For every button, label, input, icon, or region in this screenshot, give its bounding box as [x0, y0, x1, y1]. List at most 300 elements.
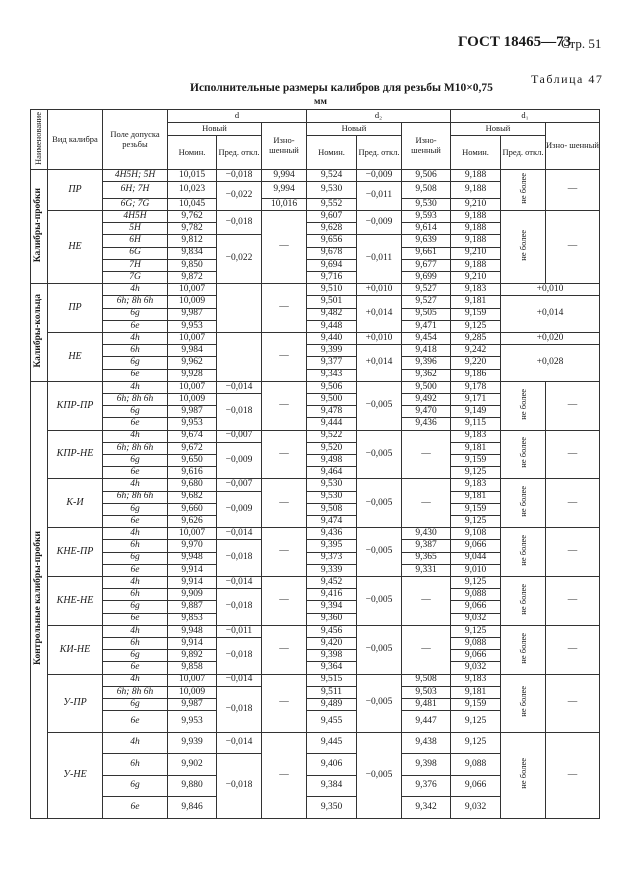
d-deviation: −0,018 — [217, 754, 262, 819]
d1-nominal: 9,183 — [451, 479, 501, 491]
d-deviation: −0,014 — [217, 381, 262, 393]
d1-nominal: 9,183 — [451, 430, 501, 442]
tolerance-field: 6e — [103, 369, 168, 381]
d1-deviation: — — [546, 170, 600, 211]
d2-worn: 9,699 — [402, 271, 451, 283]
d2-nominal: 9,607 — [307, 210, 357, 222]
group-control: Контрольные калибры-пробки — [31, 381, 48, 818]
table-row — [31, 345, 600, 357]
d2-worn: 9,447 — [402, 711, 451, 733]
d1-nominal: 9,210 — [451, 198, 501, 210]
d1-note: не более — [501, 430, 546, 479]
d2-worn: 9,677 — [402, 259, 451, 271]
d1-nominal: 9,188 — [451, 170, 501, 182]
d2-nominal: 9,394 — [307, 601, 357, 613]
d-nominal: 9,626 — [168, 515, 217, 527]
d2-worn: 9,387 — [402, 540, 451, 552]
d2-nominal: 9,377 — [307, 357, 357, 369]
d-nominal: 10,045 — [168, 198, 217, 210]
d-worn: — — [262, 674, 307, 732]
tolerance-field: 7H — [103, 259, 168, 271]
d2-nominal: 9,373 — [307, 552, 357, 564]
d-nominal: 9,953 — [168, 418, 217, 430]
d-deviation: −0,018 — [217, 393, 262, 430]
d2-nominal: 9,520 — [307, 442, 357, 454]
d2-nominal: 9,399 — [307, 345, 357, 357]
d1-nominal: 9,108 — [451, 528, 501, 540]
d1-note: не более — [501, 577, 546, 626]
header-d2-dev: Пред. откл. — [357, 136, 402, 170]
d2-nominal: 9,510 — [307, 284, 357, 296]
header-d1: d₁ — [451, 110, 600, 123]
header-d1-worn: Изно- шенный — [546, 123, 600, 170]
tolerance-field: 7G — [103, 271, 168, 283]
d2-worn: 9,530 — [402, 198, 451, 210]
d1-deviation: — — [546, 479, 600, 528]
d2-worn: 9,506 — [402, 170, 451, 182]
d2-nominal: 9,522 — [307, 430, 357, 442]
d2-worn: 9,438 — [402, 732, 451, 754]
d1-nominal: 9,125 — [451, 711, 501, 733]
tolerance-field: 6g — [103, 503, 168, 515]
tolerance-field: 6g — [103, 552, 168, 564]
tolerance-field: 6g — [103, 650, 168, 662]
tolerance-field: 6e — [103, 418, 168, 430]
d1-nominal: 9,210 — [451, 247, 501, 259]
d1-deviation: — — [546, 577, 600, 626]
gauge-kind: ПР — [48, 170, 103, 211]
table-row — [31, 332, 600, 344]
d2-nominal: 9,364 — [307, 662, 357, 674]
d-nominal: 9,812 — [168, 235, 217, 247]
d2-nominal: 9,501 — [307, 296, 357, 308]
d1-nominal: 9,032 — [451, 613, 501, 625]
d1-note: не более — [501, 479, 546, 528]
d2-worn: 9,503 — [402, 686, 451, 698]
d-worn: — — [262, 479, 307, 528]
table-row — [31, 430, 600, 442]
d1-nominal: 9,188 — [451, 223, 501, 235]
d1-note: не более — [501, 528, 546, 577]
tolerance-field: 6h — [103, 540, 168, 552]
tolerance-field: 6e — [103, 515, 168, 527]
d1-nominal: 9,188 — [451, 259, 501, 271]
d-nominal: 9,782 — [168, 223, 217, 235]
tolerance-field: 6g — [103, 775, 168, 797]
d-worn: — — [262, 732, 307, 818]
d2-deviation: +0,014 — [357, 345, 402, 382]
d2-worn: 9,527 — [402, 284, 451, 296]
header-d2-new: Новый — [307, 123, 402, 136]
d2-deviation: −0,005 — [357, 381, 402, 430]
d2-worn: — — [402, 430, 451, 479]
d1-nominal: 9,183 — [451, 674, 501, 686]
d1-nominal: 9,285 — [451, 332, 501, 344]
d-nominal: 9,953 — [168, 711, 217, 733]
d-nominal: 9,902 — [168, 754, 217, 776]
d2-deviation: −0,005 — [357, 577, 402, 626]
d1-nominal: 9,115 — [451, 418, 501, 430]
d2-nominal: 9,464 — [307, 467, 357, 479]
d2-nominal: 9,474 — [307, 515, 357, 527]
d1-nominal: 9,032 — [451, 797, 501, 819]
tolerance-field: 6h; 8h 6h — [103, 491, 168, 503]
d1-nominal: 9,125 — [451, 320, 501, 332]
d2-deviation: −0,011 — [357, 235, 402, 284]
d-nominal: 10,009 — [168, 296, 217, 308]
d2-nominal: 9,478 — [307, 406, 357, 418]
page-number: Стр. 51 — [561, 36, 602, 51]
d1-deviation: — — [546, 381, 600, 430]
d2-deviation: +0,014 — [357, 296, 402, 333]
d2-worn: 9,398 — [402, 754, 451, 776]
tolerance-field: 6H — [103, 235, 168, 247]
header-d2: d₂ — [307, 110, 451, 123]
d-nominal: 9,660 — [168, 503, 217, 515]
d1-nominal: 9,188 — [451, 235, 501, 247]
d1-deviation: +0,014 — [501, 296, 600, 333]
tolerance-field: 6G — [103, 247, 168, 259]
d2-nominal: 9,552 — [307, 198, 357, 210]
d-deviation — [217, 332, 262, 381]
header-d-worn: Изно- шенный — [262, 123, 307, 170]
d2-worn: 9,593 — [402, 210, 451, 222]
d2-worn: — — [402, 479, 451, 528]
d1-note: не более — [501, 674, 546, 732]
gauge-kind: КНЕ-ПР — [48, 528, 103, 577]
d2-nominal: 9,395 — [307, 540, 357, 552]
d2-nominal: 9,530 — [307, 491, 357, 503]
d2-nominal: 9,416 — [307, 589, 357, 601]
d2-deviation: −0,005 — [357, 732, 402, 818]
d2-worn: 9,508 — [402, 182, 451, 199]
tolerance-field: 4h — [103, 674, 168, 686]
d-nominal: 9,984 — [168, 345, 217, 357]
tolerance-field: 4h — [103, 528, 168, 540]
d-deviation: −0,014 — [217, 528, 262, 540]
tolerance-field: 6g — [103, 699, 168, 711]
d2-nominal: 9,511 — [307, 686, 357, 698]
d2-nominal: 9,530 — [307, 182, 357, 199]
d1-nominal: 9,181 — [451, 442, 501, 454]
table-row — [31, 284, 600, 296]
d2-nominal: 9,360 — [307, 613, 357, 625]
d2-nominal: 9,452 — [307, 577, 357, 589]
d2-deviation: +0,010 — [357, 332, 402, 344]
tolerance-field: 6g — [103, 308, 168, 320]
d-nominal: 9,846 — [168, 797, 217, 819]
d2-nominal: 9,489 — [307, 699, 357, 711]
d2-worn: 9,376 — [402, 775, 451, 797]
d1-deviation: +0,028 — [501, 345, 600, 382]
d1-nominal: 9,181 — [451, 296, 501, 308]
header-d-new: Новый — [168, 123, 262, 136]
d-worn: 10,016 — [262, 198, 307, 210]
unit-label: мм — [314, 97, 327, 107]
d1-nominal: 9,171 — [451, 393, 501, 405]
table-row — [31, 577, 600, 589]
header-d-nom: Номин. — [168, 136, 217, 170]
d-worn: — — [262, 528, 307, 577]
d1-nominal: 9,088 — [451, 638, 501, 650]
d-deviation: −0,011 — [217, 625, 262, 637]
d1-nominal: 9,066 — [451, 775, 501, 797]
d-worn: 9,994 — [262, 170, 307, 182]
d2-nominal: 9,445 — [307, 732, 357, 754]
d-nominal: 9,914 — [168, 577, 217, 589]
d-deviation: −0,007 — [217, 430, 262, 442]
tolerance-field: 6e — [103, 564, 168, 576]
d-worn: — — [262, 430, 307, 479]
d2-nominal: 9,343 — [307, 369, 357, 381]
tolerance-field: 6H; 7H — [103, 182, 168, 199]
d1-deviation: +0,010 — [501, 284, 600, 296]
gauge-kind: У-НЕ — [48, 732, 103, 818]
group-plug: Калибры-пробки — [31, 170, 48, 284]
d1-deviation: — — [546, 674, 600, 732]
gauge-kind: НЕ — [48, 332, 103, 381]
d1-nominal: 9,183 — [451, 284, 501, 296]
d1-nominal: 9,210 — [451, 271, 501, 283]
d-nominal: 9,880 — [168, 775, 217, 797]
d-nominal: 10,007 — [168, 381, 217, 393]
d1-nominal: 9,178 — [451, 381, 501, 393]
tolerance-field: 6g — [103, 601, 168, 613]
d-nominal: 10,007 — [168, 674, 217, 686]
d2-deviation: −0,005 — [357, 674, 402, 732]
d2-nominal: 9,406 — [307, 754, 357, 776]
d-deviation: −0,018 — [217, 540, 262, 577]
d-worn: — — [262, 284, 307, 333]
d1-nominal: 9,125 — [451, 577, 501, 589]
tolerance-field: 5H — [103, 223, 168, 235]
d2-deviation: +0,010 — [357, 284, 402, 296]
tolerance-field: 6g — [103, 454, 168, 466]
d2-nominal: 9,500 — [307, 393, 357, 405]
tolerance-field: 6h; 8h 6h — [103, 686, 168, 698]
d-nominal: 9,987 — [168, 308, 217, 320]
d2-nominal: 9,350 — [307, 797, 357, 819]
d2-worn: 9,505 — [402, 308, 451, 320]
tolerance-field: 4h — [103, 479, 168, 491]
d2-worn: — — [402, 625, 451, 674]
d2-nominal: 9,482 — [307, 308, 357, 320]
d2-worn: 9,365 — [402, 552, 451, 564]
d1-nominal: 9,181 — [451, 491, 501, 503]
d2-nominal: 9,678 — [307, 247, 357, 259]
d2-worn: 9,418 — [402, 345, 451, 357]
d2-nominal: 9,384 — [307, 775, 357, 797]
d-nominal: 10,009 — [168, 393, 217, 405]
d-nominal: 9,970 — [168, 540, 217, 552]
d1-nominal: 9,066 — [451, 601, 501, 613]
d1-deviation: — — [546, 210, 600, 283]
d-worn: — — [262, 577, 307, 626]
header-d1-new: Новый — [451, 123, 546, 136]
d2-worn: — — [402, 577, 451, 626]
d2-worn: 9,362 — [402, 369, 451, 381]
d-nominal: 9,914 — [168, 564, 217, 576]
d2-nominal: 9,530 — [307, 479, 357, 491]
d1-nominal: 9,220 — [451, 357, 501, 369]
d-nominal: 9,853 — [168, 613, 217, 625]
d-nominal: 9,762 — [168, 210, 217, 222]
d1-deviation: — — [546, 625, 600, 674]
tolerance-field: 4h — [103, 625, 168, 637]
d2-worn: 9,454 — [402, 332, 451, 344]
d2-nominal: 9,455 — [307, 711, 357, 733]
d2-deviation: −0,009 — [357, 170, 402, 182]
d1-nominal: 9,044 — [451, 552, 501, 564]
tolerance-field: 4h — [103, 732, 168, 754]
d1-nominal: 9,125 — [451, 625, 501, 637]
gauge-kind: ПР — [48, 284, 103, 333]
d1-nominal: 9,159 — [451, 308, 501, 320]
d2-worn: 9,614 — [402, 223, 451, 235]
d1-note: не более — [501, 210, 546, 283]
gauge-kind: У-ПР — [48, 674, 103, 732]
d2-nominal: 9,339 — [307, 564, 357, 576]
header-d1-dev: Пред. откл. — [501, 136, 546, 170]
header-d1-nom: Номин. — [451, 136, 501, 170]
d2-worn: 9,481 — [402, 699, 451, 711]
tolerance-field: 4h — [103, 430, 168, 442]
table-row — [31, 210, 600, 222]
tolerance-field: 6h — [103, 345, 168, 357]
tolerance-field: 6h; 8h 6h — [103, 442, 168, 454]
d1-nominal: 9,242 — [451, 345, 501, 357]
d-nominal: 9,850 — [168, 259, 217, 271]
d2-nominal: 9,694 — [307, 259, 357, 271]
tolerance-field: 4H5H — [103, 210, 168, 222]
d-deviation: −0,007 — [217, 479, 262, 491]
tolerance-field: 6G; 7G — [103, 198, 168, 210]
d-deviation: −0,014 — [217, 674, 262, 686]
table-caption: Исполнительные размеры калибров для резьбы М10×0,75 — [190, 82, 493, 94]
tolerance-field: 6e — [103, 467, 168, 479]
tolerance-field: 6h; 8h 6h — [103, 393, 168, 405]
d2-worn: 9,527 — [402, 296, 451, 308]
d1-nominal: 9,149 — [451, 406, 501, 418]
table-row — [31, 732, 600, 754]
header-d: d — [168, 110, 307, 123]
d-nominal: 9,948 — [168, 625, 217, 637]
d2-deviation: −0,005 — [357, 625, 402, 674]
d1-nominal: 9,066 — [451, 650, 501, 662]
tolerance-field: 6g — [103, 406, 168, 418]
d-deviation: −0,009 — [217, 491, 262, 528]
d2-nominal: 9,628 — [307, 223, 357, 235]
table-number: Таблица 47 — [531, 72, 604, 86]
d-nominal: 9,892 — [168, 650, 217, 662]
d1-deviation: +0,020 — [501, 332, 600, 344]
d-nominal: 9,858 — [168, 662, 217, 674]
tolerance-field: 6h — [103, 638, 168, 650]
d1-nominal: 9,125 — [451, 732, 501, 754]
d-nominal: 9,909 — [168, 589, 217, 601]
d1-nominal: 9,032 — [451, 662, 501, 674]
table-row — [31, 170, 600, 182]
group-ring: Калибры-кольца — [31, 284, 48, 382]
d-deviation: −0,018 — [217, 170, 262, 182]
d1-nominal: 9,010 — [451, 564, 501, 576]
d2-nominal: 9,506 — [307, 381, 357, 393]
d-nominal: 9,987 — [168, 406, 217, 418]
d1-deviation: — — [546, 528, 600, 577]
d-deviation: −0,018 — [217, 638, 262, 675]
d1-nominal: 9,125 — [451, 515, 501, 527]
d2-nominal: 9,456 — [307, 625, 357, 637]
d-nominal: 9,914 — [168, 638, 217, 650]
d-nominal: 10,009 — [168, 686, 217, 698]
d-deviation: −0,018 — [217, 210, 262, 234]
d-nominal: 9,962 — [168, 357, 217, 369]
d1-note: не более — [501, 732, 546, 818]
d-nominal: 9,948 — [168, 552, 217, 564]
d2-deviation: −0,005 — [357, 479, 402, 528]
d-nominal: 9,674 — [168, 430, 217, 442]
gauge-table — [30, 109, 600, 819]
tolerance-field: 6e — [103, 662, 168, 674]
d-nominal: 9,939 — [168, 732, 217, 754]
d2-worn: 9,471 — [402, 320, 451, 332]
table-row — [31, 528, 600, 540]
tolerance-field: 6h — [103, 754, 168, 776]
d-worn: — — [262, 332, 307, 381]
tolerance-field: 6e — [103, 711, 168, 733]
d2-nominal: 9,508 — [307, 503, 357, 515]
d1-nominal: 9,159 — [451, 699, 501, 711]
table-row — [31, 625, 600, 637]
tolerance-field: 4h — [103, 332, 168, 344]
d2-nominal: 9,436 — [307, 528, 357, 540]
d1-nominal: 9,188 — [451, 182, 501, 199]
d1-nominal: 9,188 — [451, 210, 501, 222]
d-worn: 9,994 — [262, 182, 307, 199]
d2-deviation: −0,005 — [357, 528, 402, 577]
d2-worn: 9,470 — [402, 406, 451, 418]
tolerance-field: 6g — [103, 357, 168, 369]
d2-worn: 9,492 — [402, 393, 451, 405]
d-nominal: 9,834 — [168, 247, 217, 259]
d-deviation: −0,014 — [217, 577, 262, 589]
d2-worn: 9,331 — [402, 564, 451, 576]
d2-nominal: 9,398 — [307, 650, 357, 662]
d-deviation: −0,009 — [217, 442, 262, 479]
d-nominal: 9,682 — [168, 491, 217, 503]
d2-nominal: 9,524 — [307, 170, 357, 182]
d-nominal: 10,007 — [168, 528, 217, 540]
d2-worn: 9,500 — [402, 381, 451, 393]
d1-nominal: 9,159 — [451, 454, 501, 466]
d2-worn: 9,661 — [402, 247, 451, 259]
d1-deviation: — — [546, 732, 600, 818]
d1-nominal: 9,186 — [451, 369, 501, 381]
d-nominal: 9,616 — [168, 467, 217, 479]
table-row — [31, 674, 600, 686]
d1-nominal: 9,066 — [451, 540, 501, 552]
tolerance-field: 4h — [103, 284, 168, 296]
d2-worn: 9,508 — [402, 674, 451, 686]
gauge-kind: К-И — [48, 479, 103, 528]
gauge-kind: КНЕ-НЕ — [48, 577, 103, 626]
d-nominal: 9,650 — [168, 454, 217, 466]
d2-worn: 9,342 — [402, 797, 451, 819]
d1-nominal: 9,088 — [451, 754, 501, 776]
d-nominal: 10,007 — [168, 332, 217, 344]
gauge-kind: НЕ — [48, 210, 103, 283]
d-nominal: 9,672 — [168, 442, 217, 454]
